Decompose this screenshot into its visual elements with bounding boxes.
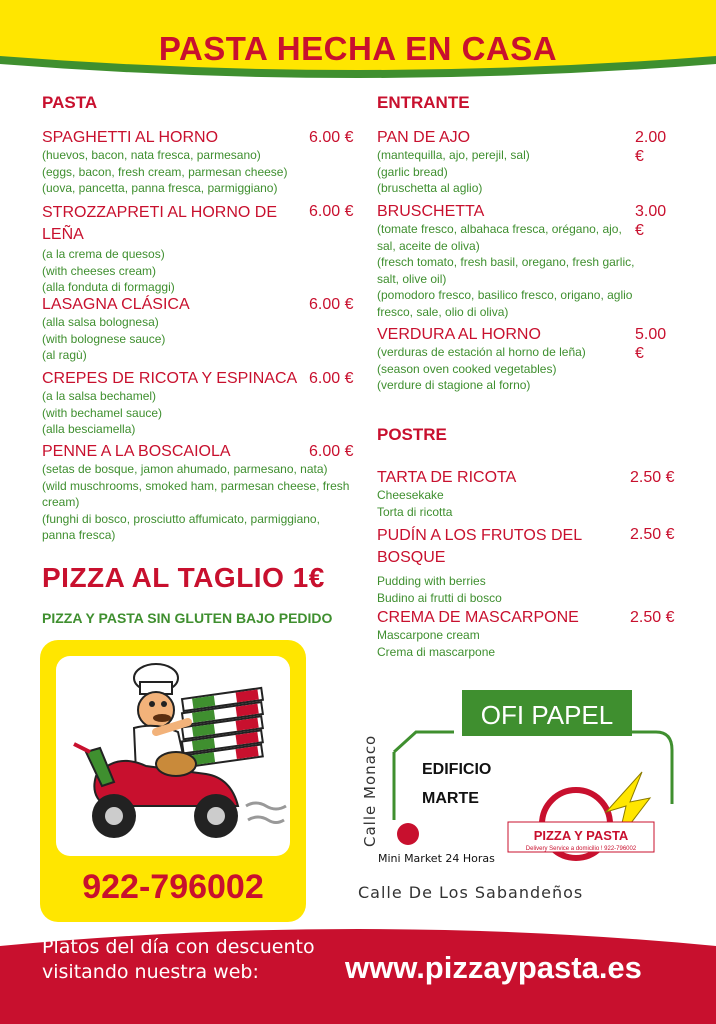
- item-name: LASAGNA CLÁSICA: [42, 296, 190, 313]
- mini-market-marker: [397, 823, 419, 845]
- item-name: PUDÍN A LOS FRUTOS DEL BOSQUE: [377, 527, 582, 566]
- item-desc: (setas de bosque, jamon ahumado, parmesano, nata): [42, 462, 328, 476]
- logo-sub-text: Delivery Service a domicilio ! 922-796002: [525, 846, 637, 852]
- calle-monaco-label: Calle Monaco: [361, 734, 379, 847]
- item-desc: (eggs, bacon, fresh cream, parmesan cheese): [42, 164, 288, 179]
- item-price: 6.00 €: [309, 203, 354, 220]
- edificio-label: EDIFICIO: [422, 761, 492, 778]
- menu-item: [42, 202, 354, 296]
- item-name: VERDURA AL HORNO: [377, 326, 541, 343]
- item-price: 3.00 €: [635, 203, 667, 239]
- marte-label: MARTE: [422, 790, 479, 807]
- item-name: PENNE A LA BOSCAIOLA: [42, 443, 231, 460]
- item-desc: Budino ai frutti di bosco: [377, 590, 502, 605]
- item-desc: Mascarpone cream: [377, 628, 480, 642]
- website-link[interactable]: www.pizzaypasta.es: [345, 950, 642, 985]
- footer-line-2: visitando nuestra web:: [42, 961, 259, 983]
- item-name: TARTA DE RICOTA: [377, 469, 517, 486]
- item-name: CREMA DE MASCARPONE: [377, 609, 579, 626]
- item-desc: (alla fonduta di formaggi): [42, 280, 175, 294]
- menu-item: [377, 128, 677, 197]
- item-desc: (funghi di bosco, prosciutto affumicato, parmiggiano, panna fresca): [42, 511, 320, 542]
- location-map: [350, 680, 690, 910]
- item-name: CREPES DE RICOTA Y ESPINACA: [42, 370, 298, 387]
- menu-item: [42, 442, 354, 544]
- item-name: STROZZAPRETI AL HORNO DE LEÑA: [42, 204, 277, 243]
- item-desc: (uova, pancetta, panna fresca, parmiggiano): [42, 181, 278, 195]
- footer-line-1: Platos del día con descuento: [42, 936, 315, 958]
- item-price: 2.50 €: [630, 609, 675, 626]
- menu-item: [377, 525, 677, 606]
- delivery-promo-box: [40, 640, 306, 922]
- page-title: PASTA HECHA EN CASA: [158, 30, 558, 67]
- section-heading-pasta: PASTA: [42, 93, 98, 112]
- item-desc: Torta di ricotta: [377, 504, 453, 519]
- item-price: 2.50 €: [630, 469, 675, 486]
- item-desc: (wild muschrooms, smoked ham, parmesan cheese, fresh cream): [42, 478, 350, 509]
- item-desc: (a la salsa bechamel): [42, 389, 157, 403]
- item-name: BRUSCHETTA: [377, 203, 485, 220]
- menu-item: [377, 202, 677, 320]
- menu-item: [377, 608, 677, 660]
- item-desc: Cheesekake: [377, 488, 444, 502]
- item-name: SPAGHETTI AL HORNO: [42, 129, 219, 146]
- item-desc: (garlic bread): [377, 164, 448, 179]
- item-desc: (tomate fresco, albahaca fresca, orégano, ajo, sal, aceite de oliva): [377, 222, 622, 253]
- calle-sabandenos-label: Calle De Los Sabandeños: [358, 883, 584, 902]
- item-desc: (huevos, bacon, nata fresca, parmesano): [42, 148, 261, 162]
- item-desc: (verdure di stagione al forno): [377, 378, 531, 392]
- item-desc: (season oven cooked vegetables): [377, 361, 557, 376]
- item-price: 6.00 €: [309, 296, 354, 313]
- ofi-papel-label: OFI PAPEL: [480, 700, 614, 730]
- delivery-illustration-frame: [56, 656, 290, 856]
- menu-item: [42, 295, 354, 364]
- item-desc: (pomodoro fresco, basilico fresco, origano, aglio fresco, sale, olio di oliva): [377, 288, 633, 319]
- section-heading-postre: POSTRE: [377, 425, 447, 444]
- item-desc: (fresch tomato, fresh basil, oregano, fresh garlic, salt, olive oil): [377, 255, 635, 286]
- item-desc: (al ragù): [42, 348, 87, 362]
- item-desc: (alla besciamella): [42, 422, 136, 436]
- delivery-scooter-illustration: [56, 656, 290, 856]
- item-price: 2.00 €: [635, 129, 667, 165]
- item-price: 2.50 €: [630, 526, 675, 543]
- pizza-al-taglio-banner: PIZZA AL TAGLIO 1€: [42, 562, 325, 593]
- menu-item: [42, 369, 354, 438]
- logo-main-text: PIZZA Y PASTA: [533, 828, 629, 843]
- item-desc: (verduras de estación al horno de leña): [377, 345, 586, 359]
- footer-promo-text: [42, 935, 342, 985]
- item-desc: (alla salsa bolognesa): [42, 315, 159, 329]
- item-price: 6.00 €: [309, 370, 354, 387]
- mini-market-label: Mini Market 24 Horas: [378, 852, 495, 865]
- item-price: 6.00 €: [309, 443, 354, 460]
- item-price: 6.00 €: [309, 129, 354, 146]
- item-desc: (with bechamel sauce): [42, 405, 163, 420]
- item-name: PAN DE AJO: [377, 129, 471, 146]
- item-desc: (a la crema de quesos): [42, 247, 165, 261]
- item-desc: Crema di mascarpone: [377, 644, 496, 659]
- item-desc: (bruschetta al aglio): [377, 181, 483, 195]
- item-desc: (with cheeses cream): [42, 263, 157, 278]
- menu-item: [42, 128, 354, 197]
- gluten-free-note: PIZZA Y PASTA SIN GLUTEN BAJO PEDIDO: [42, 610, 333, 626]
- item-desc: (with bolognese sauce): [42, 331, 166, 346]
- menu-item: [377, 468, 677, 520]
- delivery-phone-number[interactable]: 922-796002: [82, 868, 264, 906]
- item-desc: Pudding with berries: [377, 574, 486, 588]
- menu-item: [377, 325, 677, 394]
- section-heading-entrante: ENTRANTE: [377, 93, 470, 112]
- item-price: 5.00 €: [635, 326, 667, 362]
- item-desc: (mantequilla, ajo, perejil, sal): [377, 148, 530, 162]
